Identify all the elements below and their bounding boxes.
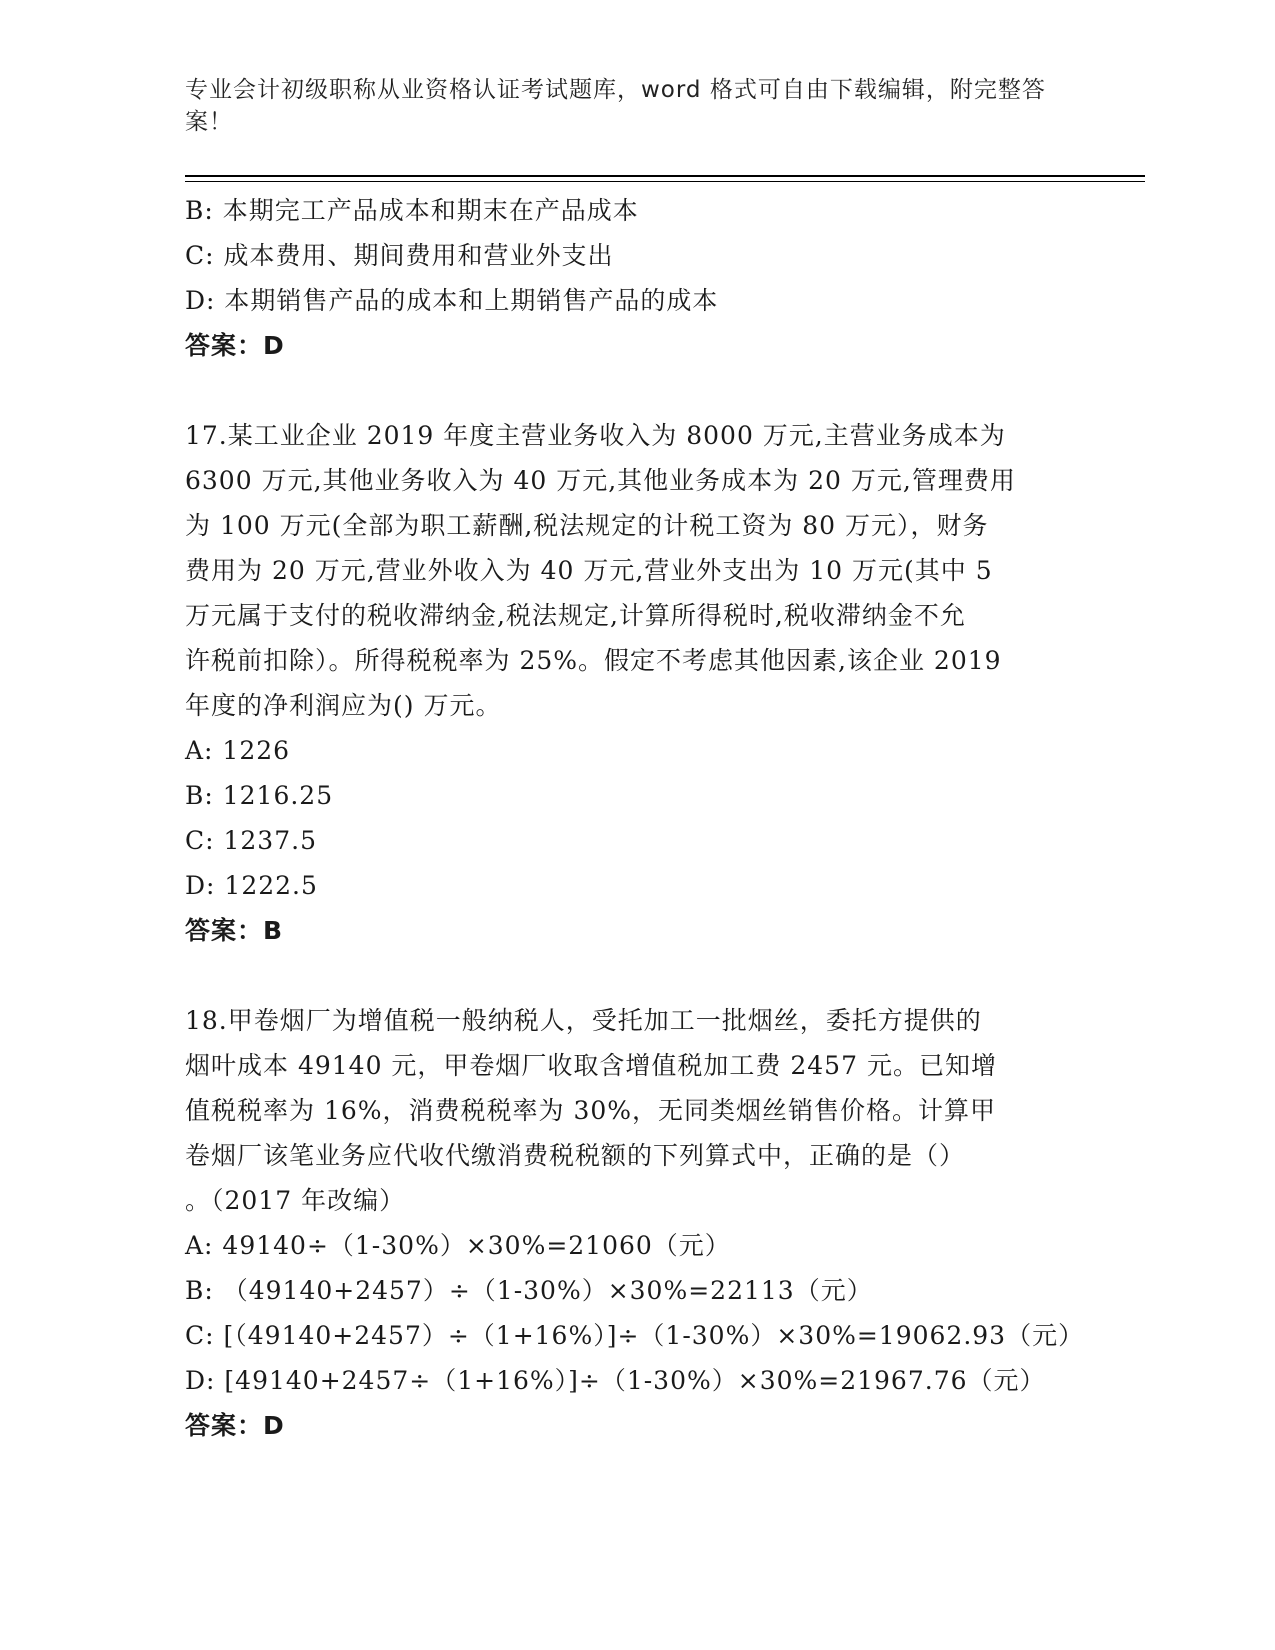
question-text-line: 。（2017 年改编） <box>185 1186 406 1215</box>
question-text-line: 18.甲卷烟厂为增值税一般纳税人，受托加工一批烟丝，委托方提供的 <box>185 1006 982 1035</box>
option-c: C: 1237.5 <box>185 826 317 855</box>
option-d: D: [49140+2457÷（1+16%）]÷（1-30%）×30%=21967.76（元） <box>185 1366 1046 1395</box>
spacer <box>185 953 1085 998</box>
question-text-line: 万元属于支付的税收滞纳金,税法规定,计算所得税时,税收滞纳金不允 <box>185 601 966 630</box>
option-a: A: 49140÷（1-30%）×30%=21060（元） <box>185 1231 731 1260</box>
option-b: B: 本期完工产品成本和期末在产品成本 <box>185 196 639 225</box>
question-text-line: 为 100 万元(全部为职工薪酬,税法规定的计税工资为 80 万元），财务 <box>185 511 989 540</box>
answer-line: 答案：D <box>185 331 285 360</box>
spacer <box>185 368 1085 413</box>
option-c: C: [（49140+2457）÷（1+16%）]÷（1-30%）×30%=19062.93（元） <box>185 1321 1085 1350</box>
option-a: A: 1226 <box>185 736 291 765</box>
question-text-line: 许税前扣除）。所得税税率为 25%。假定不考虑其他因素,该企业 2019 <box>185 646 1002 675</box>
header-rule-thin <box>185 181 1145 182</box>
question-text-line: 6300 万元,其他业务收入为 40 万元,其他业务成本为 20 万元,管理费用 <box>185 466 1016 495</box>
question-text-line: 值税税率为 16%，消费税税率为 30%，无同类烟丝销售价格。计算甲 <box>185 1096 997 1125</box>
answer-line: 答案：D <box>185 1411 285 1440</box>
question-text-line: 烟叶成本 49140 元，甲卷烟厂收取含增值税加工费 2457 元。已知增 <box>185 1051 997 1080</box>
option-d: D: 1222.5 <box>185 871 318 900</box>
question-text-line: 年度的净利润应为() 万元。 <box>185 691 502 720</box>
header-rule-thick <box>185 175 1145 177</box>
question-text-line: 卷烟厂该笔业务应代收代缴消费税税额的下列算式中，正确的是（） <box>185 1141 966 1170</box>
question-text-line: 17.某工业企业 2019 年度主营业务收入为 8000 万元,主营业务成本为 <box>185 421 1006 450</box>
question-18-block <box>185 998 1085 1448</box>
answer-line: 答案：B <box>185 916 284 945</box>
document-content <box>185 188 1085 1448</box>
question-text-line: 费用为 20 万元,营业外收入为 40 万元,营业外支出为 10 万元(其中 5 <box>185 556 993 585</box>
question-16-block <box>185 188 1085 368</box>
option-c: C: 成本费用、期间费用和营业外支出 <box>185 241 614 270</box>
option-b: B: 1216.25 <box>185 781 334 810</box>
option-d: D: 本期销售产品的成本和上期销售产品的成本 <box>185 286 719 315</box>
option-b: B: （49140+2457）÷（1-30%）×30%=22113（元） <box>185 1276 873 1305</box>
question-17-block <box>185 413 1085 953</box>
document-header: 专业会计初级职称从业资格认证考试题库，word 格式可自由下载编辑，附完整答案！ <box>185 77 1046 135</box>
